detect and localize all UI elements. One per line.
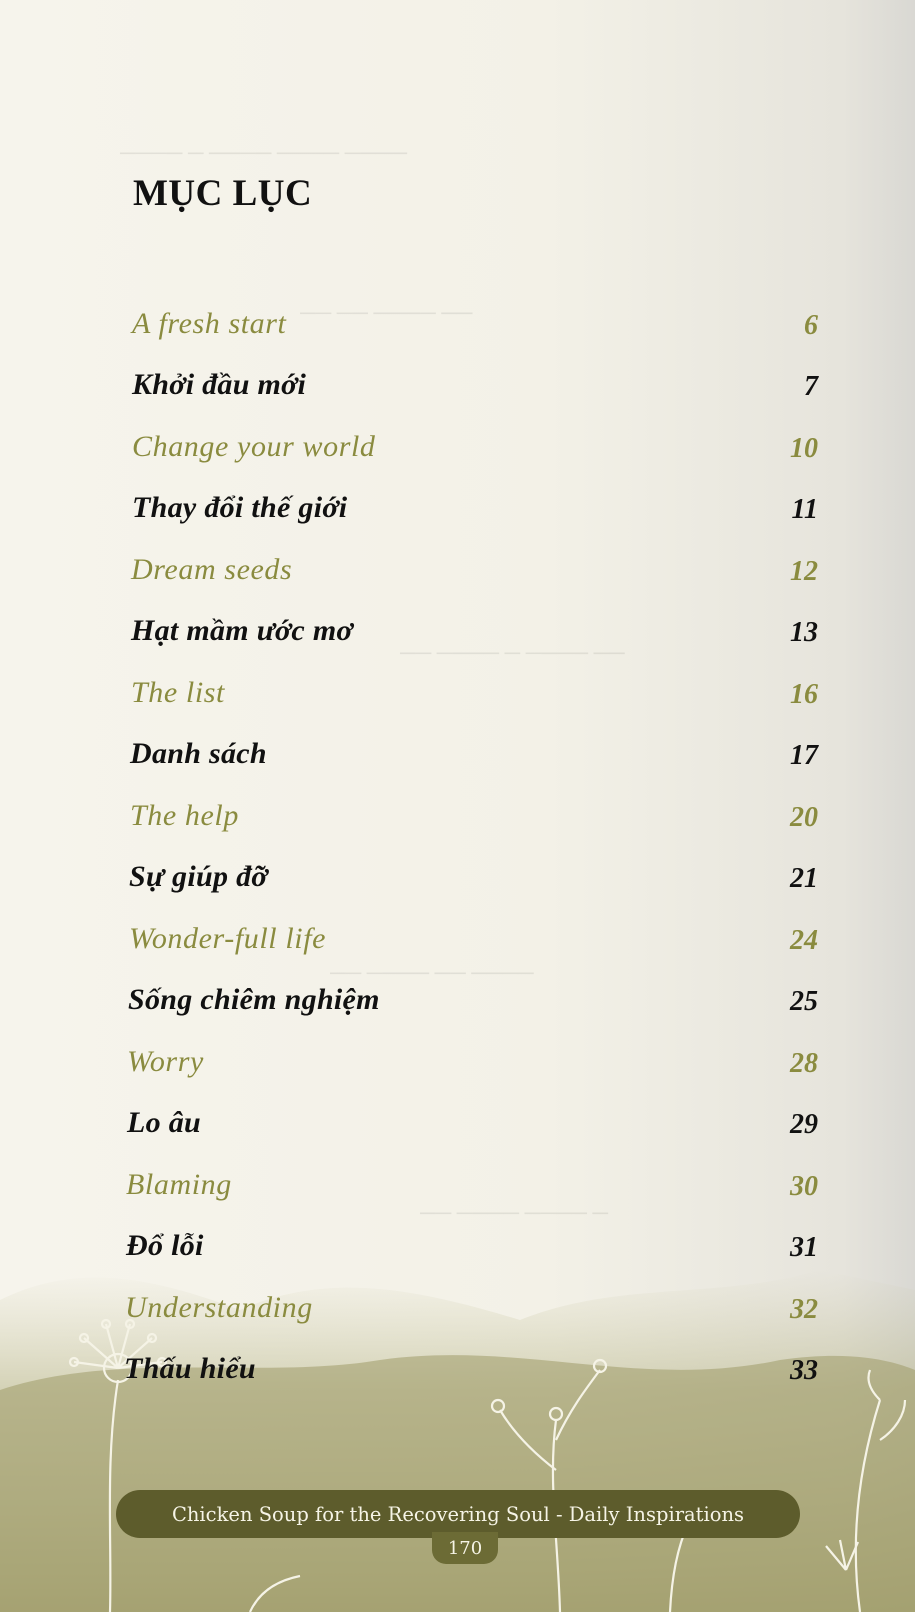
toc-entry-title: Lo âu	[127, 1106, 202, 1139]
show-through-texture: ── ──── ─ ──── ──	[400, 640, 625, 665]
toc-entry[interactable]	[0, 1278, 915, 1328]
toc-entry-page: 33	[790, 1355, 818, 1386]
toc-entry[interactable]	[0, 601, 915, 651]
page-title: MỤC LỤC	[133, 173, 313, 214]
toc-entry-page: 20	[790, 802, 818, 833]
toc-entry-title: The help	[130, 799, 239, 832]
toc-entry[interactable]	[0, 1339, 915, 1389]
toc-entry-page: 7	[804, 371, 818, 402]
toc-entry-title: Change your world	[132, 430, 376, 463]
toc-entry-title: Blaming	[126, 1168, 232, 1201]
toc-entry-page: 32	[790, 1294, 818, 1325]
toc-entry-page: 25	[790, 986, 818, 1017]
toc-entry-page: 13	[790, 617, 818, 648]
toc-entry[interactable]	[0, 355, 915, 405]
toc-entry-page: 21	[790, 863, 818, 894]
toc-entry-title: The list	[131, 676, 225, 709]
toc-entry-page: 24	[790, 925, 818, 956]
toc-entry[interactable]	[0, 786, 915, 836]
toc-entry-page: 6	[804, 310, 818, 341]
toc-entry-title: Thấu hiểu	[124, 1352, 256, 1385]
toc-entry[interactable]	[0, 663, 915, 713]
toc-entry-title: A fresh start	[132, 307, 287, 340]
toc-entry-page: 11	[791, 494, 818, 525]
page-number: 170	[447, 1537, 483, 1559]
toc-entry-title: Thay đổi thế giới	[132, 491, 348, 524]
toc-entry-title: Dream seeds	[131, 553, 293, 586]
toc-entry-page: 30	[790, 1171, 818, 1202]
toc-entry-page: 10	[790, 433, 818, 464]
toc-entry[interactable]	[0, 417, 915, 467]
toc-entry-page: 29	[790, 1109, 818, 1140]
toc-entry-title: Sống chiêm nghiệm	[128, 983, 380, 1016]
toc-entry-title: Understanding	[125, 1291, 313, 1324]
toc-entry-title: Worry	[127, 1045, 204, 1078]
toc-entry[interactable]	[0, 1032, 915, 1082]
toc-entry[interactable]	[0, 970, 915, 1020]
show-through-texture: ── ── ──── ──	[300, 300, 473, 325]
show-through-texture: ──── ─ ──── ──── ────	[120, 140, 407, 165]
footer-banner	[116, 1490, 800, 1538]
toc-entry[interactable]	[0, 847, 915, 897]
toc-entry[interactable]	[0, 478, 915, 528]
toc-entry[interactable]	[0, 540, 915, 590]
toc-entry-page: 17	[790, 740, 818, 771]
book-title: Chicken Soup for the Recovering Soul - Daily Inspirations	[171, 1502, 745, 1526]
toc-entry[interactable]	[0, 1155, 915, 1205]
toc-entry-title: Hạt mầm ước mơ	[131, 614, 353, 647]
toc-entry[interactable]	[0, 1216, 915, 1266]
toc-entry-page: 16	[790, 679, 818, 710]
toc-entry-title: Khởi đầu mới	[132, 368, 307, 401]
toc-entry-title: Sự giúp đỡ	[129, 860, 268, 893]
page-number-tab	[432, 1532, 498, 1564]
toc-entry[interactable]	[0, 1093, 915, 1143]
toc-entry-title: Wonder-full life	[129, 922, 327, 955]
show-through-texture: ── ──── ──── ─	[420, 1200, 608, 1225]
show-through-texture: ── ──── ── ────	[330, 960, 534, 985]
toc-entry-page: 28	[790, 1048, 818, 1079]
toc-entry[interactable]	[0, 294, 915, 344]
toc-entry-page: 31	[790, 1232, 818, 1263]
toc-entry-title: Đổ lỗi	[126, 1229, 204, 1262]
toc-entry-title: Danh sách	[130, 737, 267, 770]
toc-entry[interactable]	[0, 909, 915, 959]
toc-entry[interactable]	[0, 724, 915, 774]
toc-entry-page: 12	[790, 556, 818, 587]
